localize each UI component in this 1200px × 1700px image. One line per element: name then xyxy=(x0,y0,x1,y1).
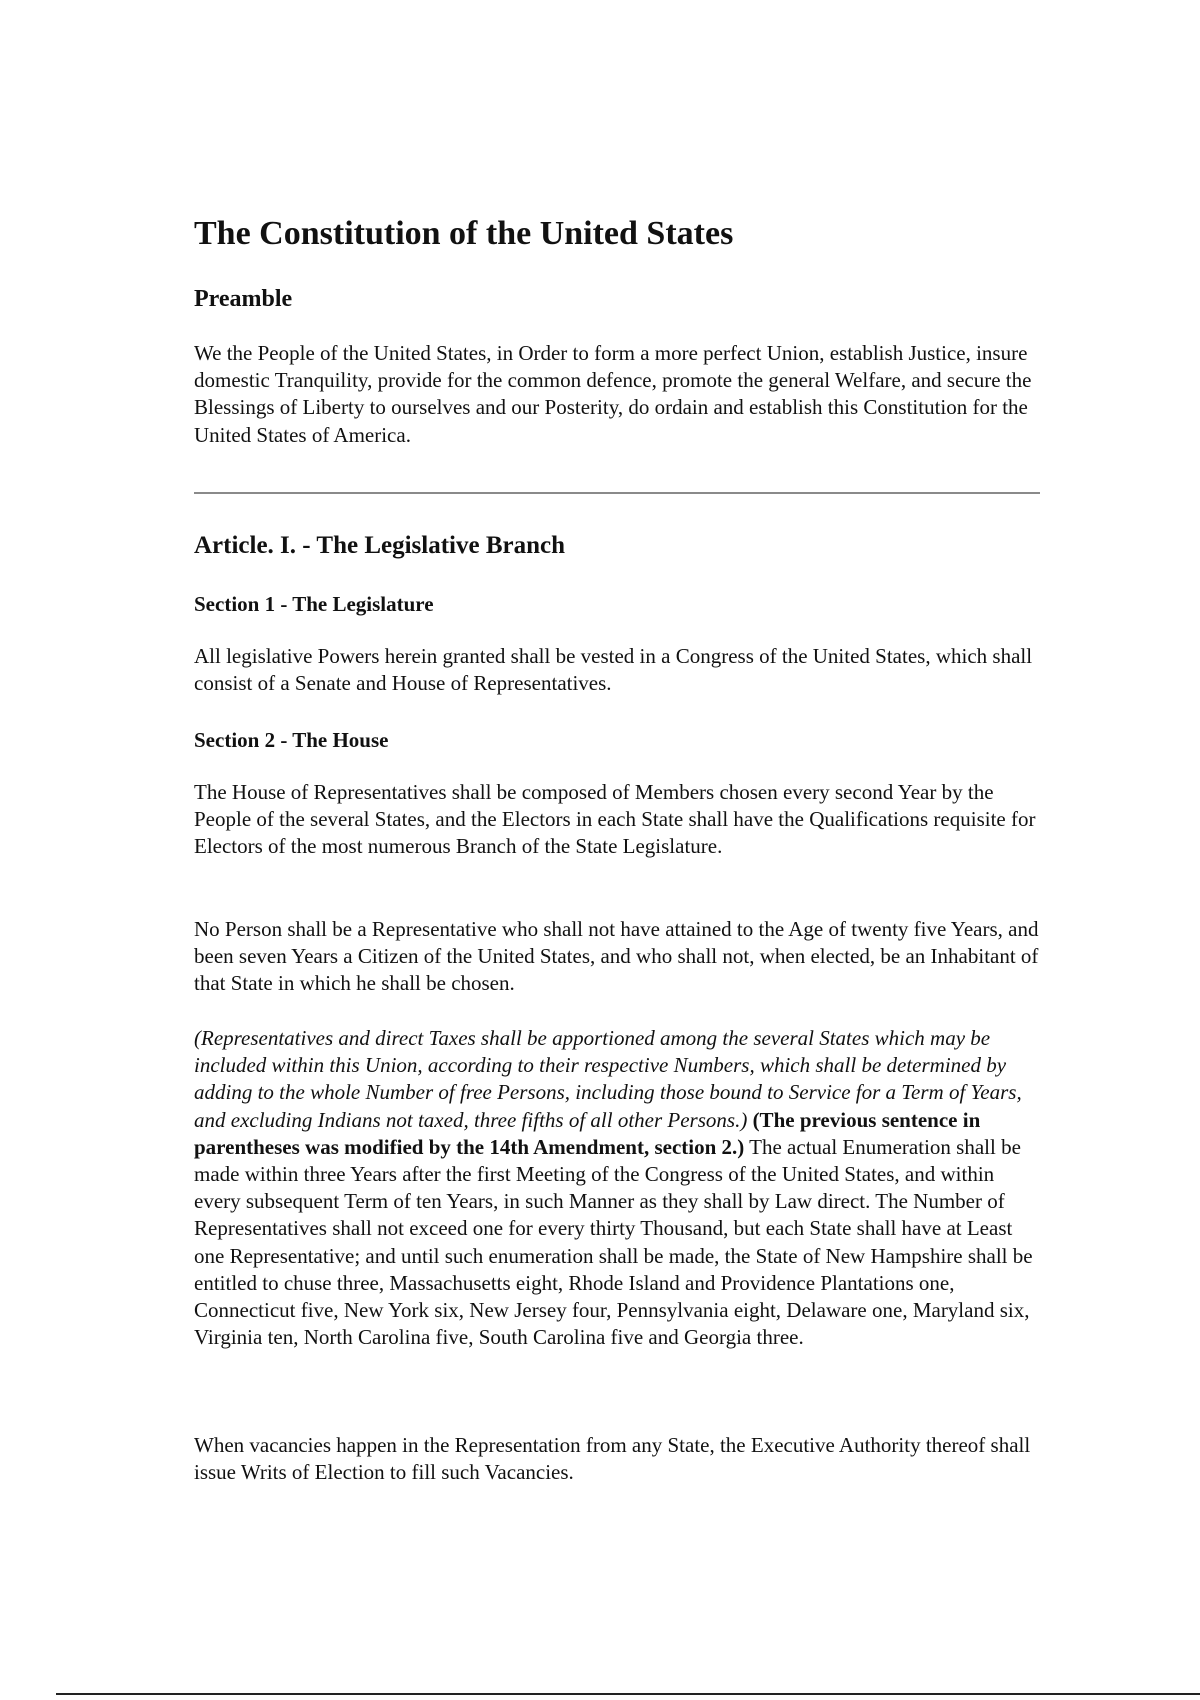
section-2-paragraph-2: No Person shall be a Representative who shall not have attained to the Age of twenty five Years, and been seven Years a Citizen of the United States, and who shall not, when elected, be an Inhabitant of that State in which he shall be chosen. xyxy=(194,917,1039,996)
preamble-text: We the People of the United States, in Order to form a more perfect Union, establish Justice, insure domestic Tranquility, provide for the common defence, promote the general Welfare, and secure the Blessings of Liberty to ourselves and our Posterity, do ordain and establish this Constitution for the United States of America. xyxy=(194,341,1032,447)
section-1-text: All legislative Powers herein granted shall be vested in a Congress of the United States, which shall consist of a Senate and House of Representatives. xyxy=(194,644,1033,696)
section-divider xyxy=(194,492,1040,494)
section-1-heading: Section 1 - The Legislature xyxy=(194,592,434,616)
section-2-paragraph-1: The House of Representatives shall be composed of Members chosen every second Year by the People of the several States, and the Electors in each State shall have the Qualifications requisite for Electors of the most numerous Branch of the State Legislature. xyxy=(194,780,1036,859)
apportionment-clause-italic: (Representatives and direct Taxes shall be apportioned among the several States which may be included within this Union, according to their respective Numbers, which shall be determined by adding to the whole Number of free Persons, including those bound to Service for a Term of Years, and excluding Indians not taxed, three fifths of all other Persons.) xyxy=(194,1026,1022,1132)
preamble-heading: Preamble xyxy=(194,286,293,312)
enumeration-text: The actual Enumeration shall be made within three Years after the first Meeting of the Congress of the United States, and within every subsequent Term of ten Years, in such Manner as they shall by Law direct. The Number of Representatives shall not exceed one for every thirty Thousand, but each State shall have at Least one Representative; and until such enumeration shall be made, the State of New Hampshire shall be entitled to chuse three, Massachusetts eight, Rhode Island and Providence Plantations one, Connecticut five, New York six, New Jersey four, Pennsylvania eight, Delaware one, Maryland six, Virginia ten, North Carolina five, South Carolina five and Georgia three. xyxy=(194,1134,1033,1350)
page-bottom-rule xyxy=(56,1693,1200,1695)
amendment-note: (The previous sentence in parentheses was modified by the 14th Amendment, section 2.) xyxy=(194,1107,981,1159)
article-1-heading: Article. I. - The Legislative Branch xyxy=(194,532,566,559)
document-title: The Constitution of the United States xyxy=(194,215,734,252)
section-2-heading: Section 2 - The House xyxy=(194,728,389,752)
section-2-paragraph-4: When vacancies happen in the Representation from any State, the Executive Authority thereof shall issue Writs of Election to fill such Vacancies. xyxy=(194,1433,1031,1485)
section-2-paragraph-3 xyxy=(194,1025,1044,1351)
